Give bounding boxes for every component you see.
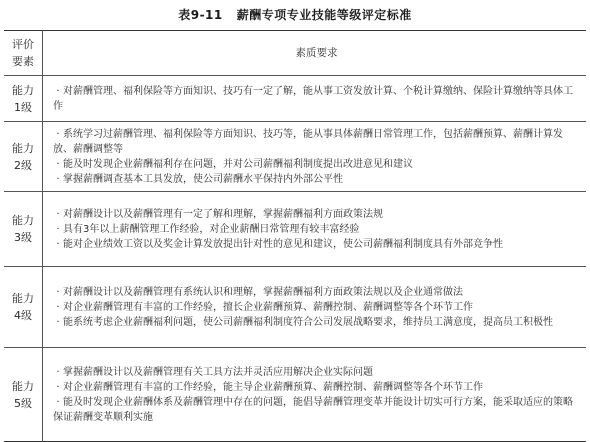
level-label: 能力: [12, 214, 34, 227]
requirement-text: 掌握薪酬设计以及薪酬管理有关工具方法并灵活应用解决企业实际问题: [63, 366, 373, 378]
level-number: 1级: [14, 100, 32, 114]
bullet-icon: ·: [56, 158, 60, 170]
requirements-cell: [43, 348, 587, 442]
requirement-item: [53, 315, 580, 330]
table-row: [4, 348, 586, 442]
table-caption: [0, 6, 590, 23]
level-label: 能力: [12, 292, 34, 305]
bullet-icon: ·: [56, 223, 60, 235]
requirement-item: [53, 237, 580, 252]
bullet-icon: ·: [56, 396, 60, 408]
level-cell: [4, 348, 43, 442]
header-col1-line1: 评价: [12, 38, 34, 51]
requirement-text: 掌握薪酬调查基本工具发放，使公司薪酬水平保持内外部公平性: [63, 173, 343, 185]
requirement-item: [53, 395, 580, 425]
requirement-item: [53, 84, 580, 114]
level-label: 能力: [12, 141, 34, 155]
bullet-icon: ·: [56, 208, 60, 220]
level-number: 5级: [14, 396, 32, 410]
requirement-item: [53, 222, 580, 237]
table-title: 薪酬专项专业技能等级评定标准: [236, 8, 412, 22]
requirements-cell: [43, 267, 587, 348]
requirement-text: 对薪酬管理、福利保险等方面知识、技巧有一定了解，能从事工资发放计算、个税计算缴纳、保险计算缴纳等具体工作: [53, 85, 573, 112]
bullet-icon: ·: [56, 301, 60, 313]
standards-table: [4, 30, 586, 442]
requirement-item: [53, 127, 580, 157]
level-number: 4级: [14, 309, 32, 322]
bullet-icon: ·: [56, 85, 60, 97]
bullet-icon: ·: [56, 366, 60, 378]
requirement-text: 对薪酬设计以及薪酬管理有一定了解和理解，掌握薪酬福利方面政策法规: [63, 208, 383, 220]
table-row: [4, 76, 586, 122]
level-cell: [4, 267, 43, 348]
bullet-icon: ·: [56, 128, 60, 140]
table-row: [4, 122, 586, 192]
header-quality-requirements: 素质要求: [295, 46, 338, 59]
header-evaluation-element: [4, 31, 43, 76]
requirement-item: [53, 207, 580, 222]
requirement-item: [53, 285, 580, 300]
requirements-cell: [43, 122, 587, 192]
header-col1-line2: 要素: [12, 55, 34, 68]
level-cell: [4, 192, 43, 267]
requirement-text: 系统学习过薪酬管理、福利保险等方面知识、技巧等，能从事具体薪酬日常管理工作，包括薪酬预算、薪酬计算发放、薪酬调整等: [53, 128, 563, 155]
level-number: 3级: [14, 231, 32, 244]
requirement-text: 能对企业绩效工资以及奖金计算发放提出针对性的意见和建议，使公司薪酬福利制度具有外部竞争性: [63, 238, 503, 250]
requirement-text: 能及时发现企业薪酬体系及薪酬管理中存在的问题，能倡导薪酬管理变革并能设计切实可行方案，能采取适应的策略保证薪酬变革顺利实施: [53, 396, 573, 423]
requirement-item: [53, 157, 580, 172]
table-row: [4, 267, 586, 348]
bullet-icon: ·: [56, 316, 60, 328]
table-row: [4, 192, 586, 267]
requirements-cell: [43, 192, 587, 267]
requirement-text: 能系统考虑企业薪酬福利问题，使公司薪酬福利制度符合公司发展战略要求，维持员工满意度，提高员工积极性: [63, 316, 553, 328]
requirement-item: [53, 380, 580, 395]
level-cell: [4, 122, 43, 192]
requirement-text: 具有3年以上薪酬管理工作经验，对企业薪酬日常管理有较丰富经验: [63, 223, 360, 235]
bullet-icon: ·: [56, 238, 60, 250]
requirements-cell: [43, 76, 587, 122]
table-header-row: [4, 31, 586, 76]
requirement-text: 对企业薪酬管理有丰富的工作经验，能主导企业薪酬预算、薪酬控制、薪酬调整等各个环节工作: [63, 381, 483, 393]
level-cell: [4, 76, 43, 122]
table-number: 表9-11: [178, 8, 223, 22]
requirement-item: [53, 300, 580, 315]
requirement-text: 能及时发现企业薪酬福利存在问题，并对公司薪酬福利制度提出改进意见和建议: [63, 158, 413, 170]
requirement-item: [53, 172, 580, 187]
requirement-text: 对企业薪酬管理有丰富的工作经验，擅长企业薪酬预算、薪酬控制、薪酬调整等各个环节工作: [63, 301, 473, 313]
level-label: 能力: [12, 83, 34, 97]
requirement-item: [53, 365, 580, 380]
requirement-text: 对薪酬设计以及薪酬管理有系统认识和理解，掌握薪酬福利方面政策法规以及企业通常做法: [63, 286, 463, 298]
bullet-icon: ·: [56, 286, 60, 298]
bullet-icon: ·: [56, 173, 60, 185]
bullet-icon: ·: [56, 381, 60, 393]
level-number: 2级: [14, 158, 32, 172]
level-label: 能力: [12, 379, 34, 393]
